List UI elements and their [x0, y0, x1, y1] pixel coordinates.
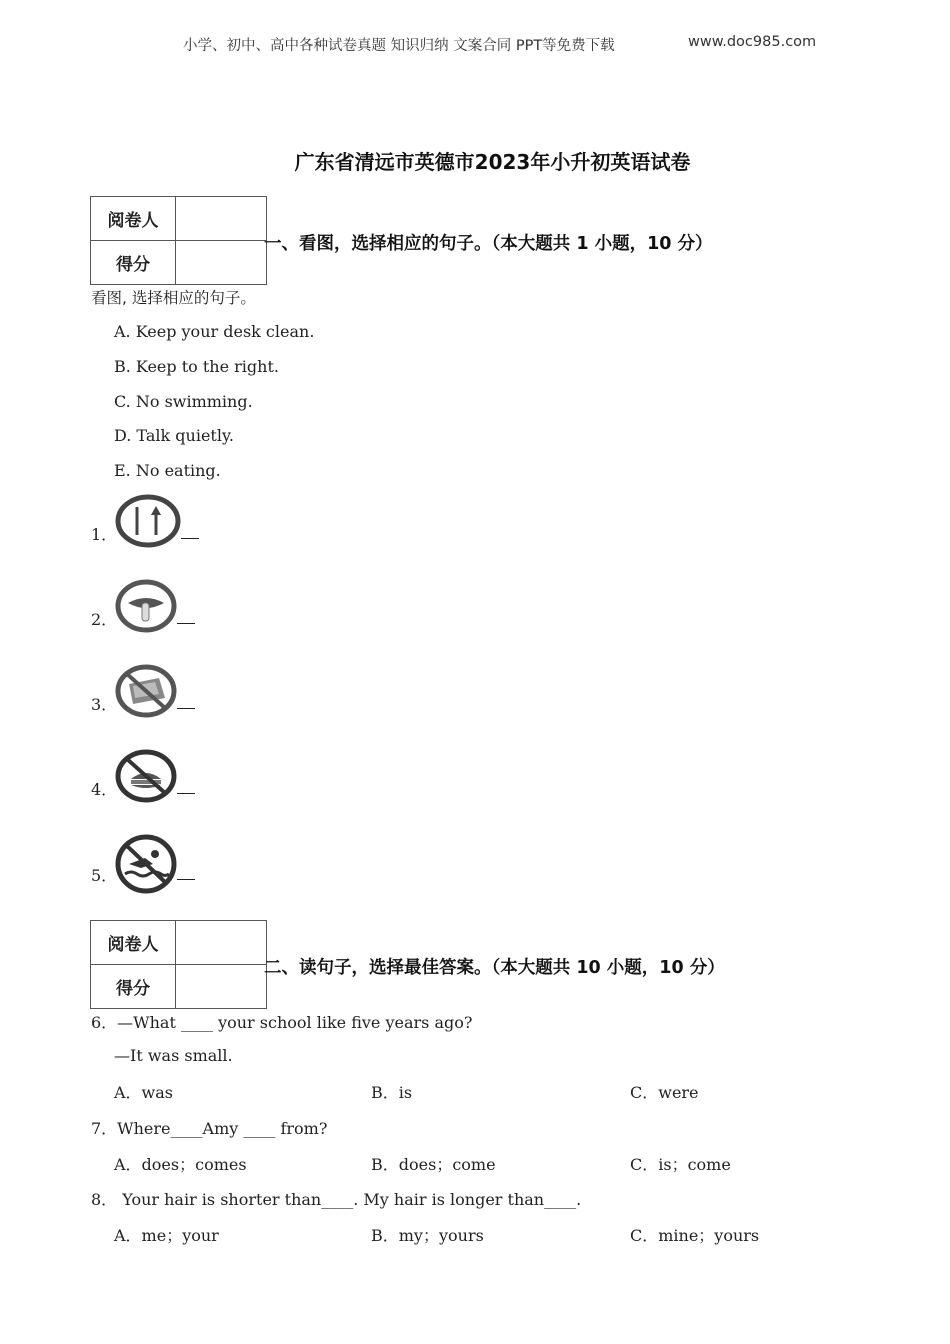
option-e: E. No eating.: [114, 461, 221, 480]
score-label: 得分: [91, 241, 176, 285]
page-title: 广东省清远市英德市2023年小升初英语试卷: [294, 150, 691, 174]
no-swimming-sign-icon: [115, 834, 177, 894]
question-6-stem: 6．—What ____ your school like five years ago?: [91, 1013, 473, 1032]
grader-table-1: [90, 196, 267, 285]
section2-heading: 二、读句子，选择最佳答案。（本大题共 10 小题，10 分）: [264, 958, 725, 978]
reviewer-field[interactable]: [176, 197, 267, 241]
question-6-option-b[interactable]: B．is: [371, 1083, 413, 1102]
grader-table-2: [90, 920, 267, 1009]
header-slogan: 小学、初中、高中各种试卷真题 知识归纳 文案合同 PPT等免费下载: [183, 38, 615, 54]
question-7-option-a[interactable]: A．does；comes: [114, 1155, 247, 1174]
no-eating-sign-icon: [115, 749, 177, 803]
question-6-answer-text: —It was small.: [114, 1046, 233, 1065]
talk-quietly-sign-icon: [115, 579, 177, 633]
item-1-number: 1．: [91, 525, 118, 544]
option-c: C. No swimming.: [114, 392, 253, 411]
reviewer-field[interactable]: [176, 921, 267, 965]
question-7-option-c[interactable]: C．is；come: [630, 1155, 731, 1174]
keep-right-sign-icon: [115, 494, 181, 548]
item-4-blank[interactable]: [177, 779, 195, 798]
option-a: A. Keep your desk clean.: [114, 322, 315, 341]
reviewer-label: 阅卷人: [91, 197, 176, 241]
question-8-option-c[interactable]: C．mine；yours: [630, 1226, 760, 1245]
option-d: D. Talk quietly.: [114, 426, 234, 445]
item-1-blank[interactable]: [181, 524, 199, 543]
item-2-blank[interactable]: [177, 609, 195, 628]
question-7-option-b[interactable]: B．does；come: [371, 1155, 496, 1174]
messy-desk-sign-icon: [115, 664, 177, 718]
question-6-option-c[interactable]: C．were: [630, 1083, 699, 1102]
item-3-number: 3．: [91, 695, 118, 714]
header-url: www.doc985.com: [688, 34, 817, 50]
question-6-option-a[interactable]: A．was: [114, 1083, 174, 1102]
reviewer-label: 阅卷人: [91, 921, 176, 965]
item-4-number: 4．: [91, 780, 118, 799]
question-8-stem: 8． Your hair is shorter than____. My hair is longer than____.: [91, 1190, 582, 1209]
score-label: 得分: [91, 965, 176, 1009]
section1-instruction: 看图, 选择相应的句子。: [91, 289, 256, 307]
option-b: B. Keep to the right.: [114, 357, 279, 376]
score-field[interactable]: [176, 241, 267, 285]
item-3-blank[interactable]: [177, 694, 195, 713]
item-2-number: 2．: [91, 610, 118, 629]
item-5-number: 5．: [91, 866, 118, 885]
score-field[interactable]: [176, 965, 267, 1009]
question-8-option-b[interactable]: B．my；yours: [371, 1226, 484, 1245]
question-8-option-a[interactable]: A．me；your: [114, 1226, 219, 1245]
item-5-blank[interactable]: [177, 865, 195, 884]
section1-heading: 一、看图，选择相应的句子。（本大题共 1 小题，10 分）: [264, 234, 713, 254]
question-7-stem: 7．Where____Amy ____ from?: [91, 1119, 328, 1138]
